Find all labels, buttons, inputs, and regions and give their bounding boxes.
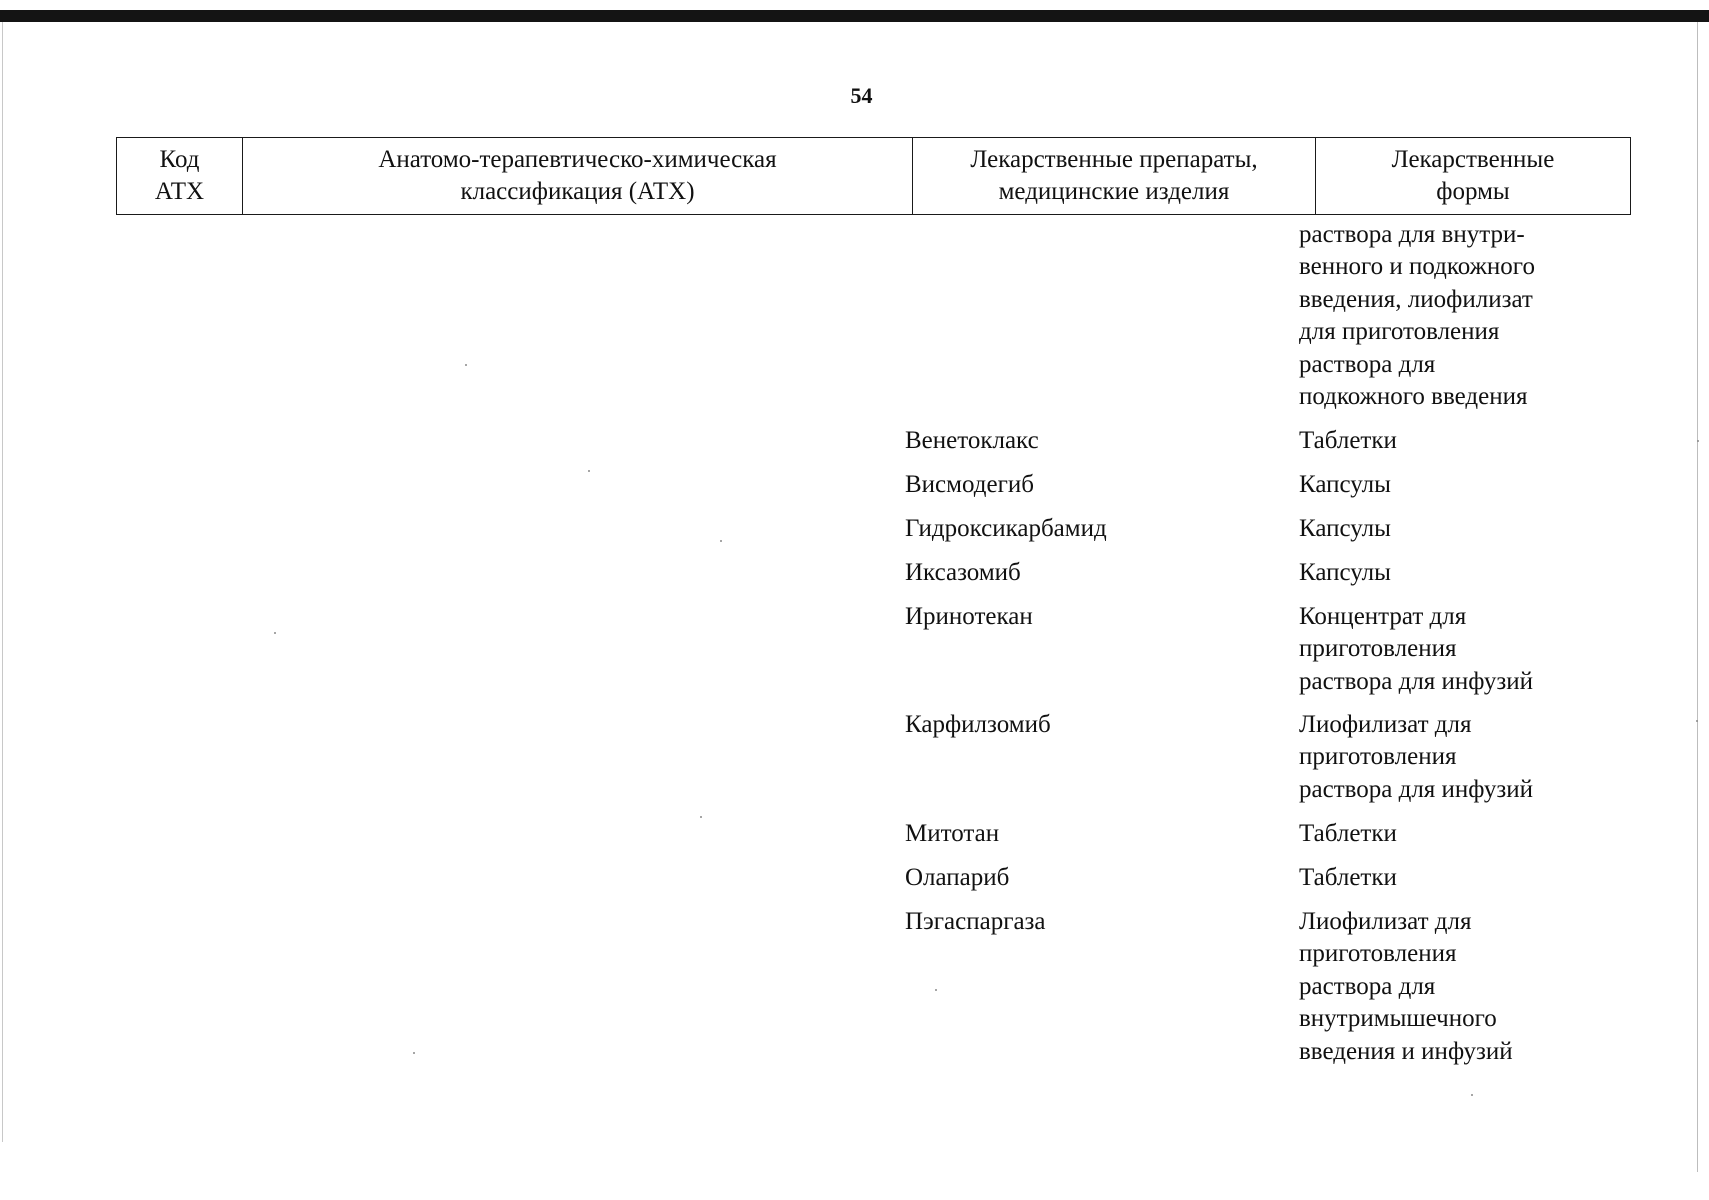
header-code-atx-text: Код АТХ [154, 146, 205, 205]
scan-top-border [0, 10, 1709, 22]
drug-name: Пэгаспаргаза [905, 908, 1046, 935]
page-number: 54 [850, 83, 873, 108]
scan-speck [1471, 1094, 1473, 1096]
scan-speck [1696, 720, 1698, 722]
continued-dosage-form: раствора для внутри- венного и подкожного введения, лиофилизат для приготовления раствора для подкожного введения [1299, 221, 1535, 411]
scan-speck [588, 470, 590, 472]
dosage-form: Таблетки [1299, 864, 1397, 891]
scan-speck [720, 540, 722, 542]
header-code-atx [117, 138, 243, 215]
drug-name: Венетоклакс [905, 427, 1039, 454]
scan-speck [413, 1052, 415, 1054]
dosage-form: Лиофилизат для приготовления раствора для инфузий [1299, 711, 1534, 803]
header-atx-classification-text: Анатомо-терапевтическо-химическая классификация (АТХ) [378, 146, 777, 205]
dosage-form: Лиофилизат для приготовления раствора для внутримышечного введения и инфузий [1299, 908, 1513, 1065]
drug-name: Митотан [905, 820, 1000, 847]
drug-name: Иксазомиб [905, 559, 1021, 586]
header-drugs-text: Лекарственные препараты, медицинские изделия [970, 146, 1258, 205]
table-header [116, 137, 1631, 215]
dosage-form: Капсулы [1299, 559, 1391, 586]
drug-name: Карфилзомиб [905, 711, 1051, 738]
drug-name: Гидроксикарбамид [905, 515, 1107, 542]
dosage-form: Капсулы [1299, 515, 1391, 542]
dosage-form: Таблетки [1299, 427, 1397, 454]
dosage-form: Концентрат для приготовления раствора для инфузий [1299, 603, 1534, 695]
scan-right-edge [1697, 22, 1698, 1172]
drug-name: Иринотекан [905, 603, 1033, 630]
table-header-row [117, 138, 1631, 215]
header-drugs [913, 138, 1316, 215]
scan-speck [465, 364, 467, 366]
drug-name: Висмодегиб [905, 471, 1034, 498]
scan-left-edge [2, 22, 3, 1142]
scan-speck [1697, 440, 1699, 442]
header-dosage-forms-text: Лекарственные формы [1391, 146, 1555, 205]
header-atx-classification [243, 138, 913, 215]
dosage-form: Таблетки [1299, 820, 1397, 847]
scan-speck [700, 816, 702, 818]
dosage-form: Капсулы [1299, 471, 1391, 498]
drug-name: Олапариб [905, 864, 1010, 891]
scan-speck [274, 632, 276, 634]
scan-speck [935, 989, 937, 991]
header-dosage-forms [1316, 138, 1631, 215]
